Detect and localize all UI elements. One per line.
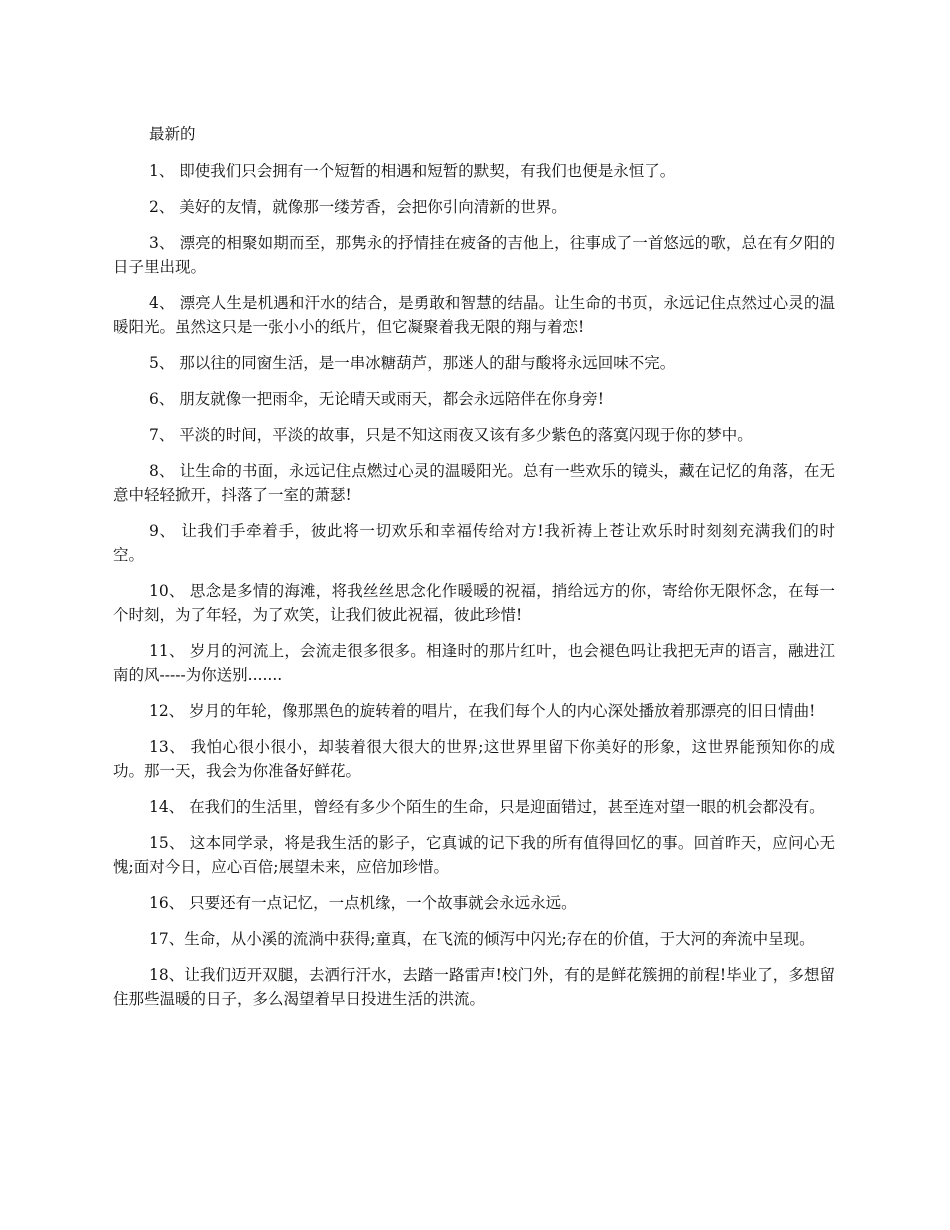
paragraph-10: 10、 思念是多情的海滩，将我丝丝思念化作暖暖的祝福，捎给远方的你，寄给你无限怀念，在每一个时刻，为了年轻，为了欢笑，让我们彼此祝福，彼此珍惜!	[113, 582, 835, 624]
paragraph-14: 14、 在我们的生活里，曾经有多少个陌生的生命，只是迎面错过，甚至连对望一眼的机会都没有。	[149, 798, 825, 816]
paragraph-6: 6、 朋友就像一把雨伞，无论晴天或雨天，都会永远陪伴在你身旁!	[149, 390, 605, 408]
paragraph-3: 3、 漂亮的相聚如期而至，那隽永的抒情挂在疲备的吉他上，往事成了一首悠远的歌，总在有夕阳的日子里出现。	[113, 234, 835, 276]
paragraph-4: 4、 漂亮人生是机遇和汗水的结合，是勇敢和智慧的结晶。让生命的书页，永远记住点然过心灵的温暖阳光。虽然这只是一张小小的纸片，但它凝聚着我无限的翔与着恋!	[113, 294, 835, 336]
paragraph-11: 11、 岁月的河流上，会流走很多很多。相逢时的那片红叶，也会褪色吗让我把无声的语言，融进江南的风-----为你送别.......	[113, 642, 835, 684]
paragraph-17: 17、生命，从小溪的流淌中获得;童真，在飞流的倾泻中闪光;存在的价值，于大河的奔流中呈现。	[149, 930, 815, 948]
paragraph-8: 8、 让生命的书面，永远记住点燃过心灵的温暖阳光。总有一些欢乐的镜头，藏在记忆的角落，在无意中轻轻掀开，抖落了一室的萧瑟!	[113, 462, 835, 504]
document-page	[113, 122, 835, 1023]
paragraph-16: 16、 只要还有一点记忆，一点机缘，一个故事就会永远永远。	[149, 894, 577, 912]
paragraph-1: 1、 即使我们只会拥有一个短暂的相遇和短暂的默契，有我们也便是永恒了。	[149, 162, 676, 180]
paragraph-5: 5、 那以往的同窗生活，是一串冰糖葫芦，那迷人的甜与酸将永远回味不完。	[149, 354, 676, 372]
paragraph-15: 15、 这本同学录，将是我生活的影子，它真诚的记下我的所有值得回忆的事。回首昨天，应问心无愧;面对今日，应心百倍;展望未来，应倍加珍惜。	[113, 834, 835, 876]
document-heading: 最新的	[149, 125, 196, 143]
paragraph-13: 13、 我怕心很小很小，却装着很大很大的世界;这世界里留下你美好的形象，这世界能预知你的成功。那一天，我会为你准备好鲜花。	[113, 738, 835, 780]
paragraph-12: 12、 岁月的年轮，像那黑色的旋转着的唱片，在我们每个人的内心深处播放着那漂亮的旧日情曲!	[149, 702, 816, 720]
paragraph-18: 18、让我们迈开双腿，去洒行汗水，去踏一路雷声!校门外，有的是鲜花簇拥的前程!毕业了，多想留住那些温暖的日子，多么渴望着早日投进生活的洪流。	[113, 966, 835, 1008]
paragraph-9: 9、 让我们手牵着手，彼此将一切欢乐和幸福传给对方!我祈祷上苍让欢乐时时刻刻充满我们的时空。	[113, 522, 835, 564]
paragraph-2: 2、 美好的友情，就像那一缕芳香，会把你引向清新的世界。	[149, 198, 567, 216]
paragraph-7: 7、 平淡的时间，平淡的故事，只是不知这雨夜又该有多少紫色的落寞闪现于你的梦中。	[149, 426, 753, 444]
